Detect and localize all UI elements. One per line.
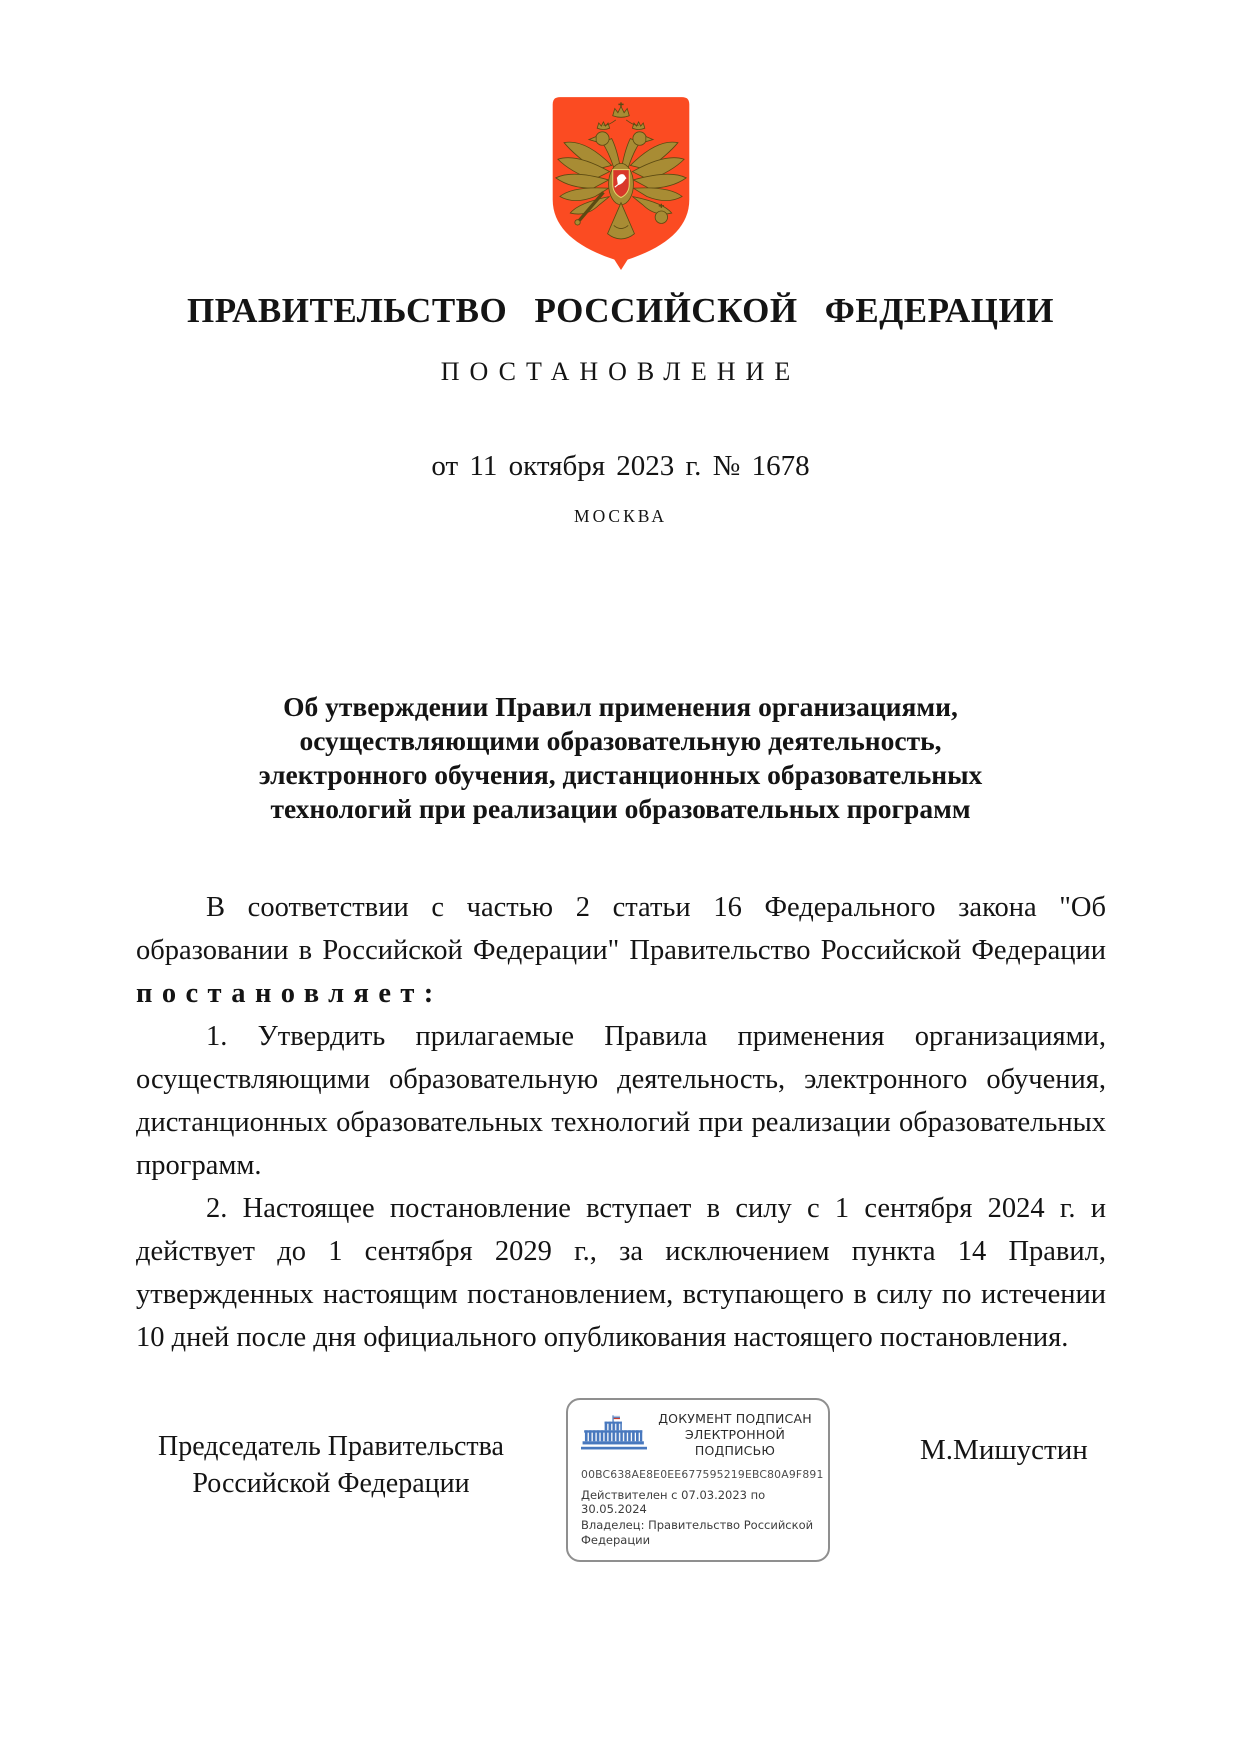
stamp-validity: Действителен с 07.03.2023 по 30.05.2024 — [581, 1488, 766, 1516]
paragraph-2: 2. Настоящее постановление вступает в силу с 1 сентября 2024 г. и действует до 1 сентября 2029 г., за исключением пункта 14 Правил, утвержденных настоящим постановлением, вступающего в силу по истечении 10 дней после дня официального опубликования настоящего постановления. — [136, 1193, 1106, 1353]
doc-date-number: от 11 октября 2023 г. № 1678 — [431, 450, 810, 482]
stamp-title-line: ДОКУМЕНТ ПОДПИСАН — [658, 1411, 812, 1426]
paragraph-1: 1. Утвердить прилагаемые Правила применения организациями, осуществляющими образовательную деятельность, электронного обучения, дистанционных образовательных технологий при реализации образовательных программ. — [136, 1021, 1106, 1181]
stamp-title-line: ЭЛЕКТРОННОЙ ПОДПИСЬЮ — [684, 1427, 786, 1458]
paragraph-preamble — [136, 886, 1106, 1015]
doc-title-line: Об утверждении Правил применения организациями, — [283, 691, 958, 722]
stamp-title — [655, 1411, 815, 1459]
doc-type: ПОСТАНОВЛЕНИЕ — [440, 357, 801, 386]
government-house-icon — [581, 1414, 647, 1456]
doc-city: МОСКВА — [574, 506, 667, 526]
signature-block — [0, 1398, 1241, 1548]
doc-title — [0, 690, 1241, 826]
signatory-name: М.Мишустин — [920, 1434, 1088, 1466]
preamble-text: В соответствии с частью 2 статьи 16 Федерального закона "Об образовании в Российской Федерации" Правительство Российской Федерации — [136, 892, 1106, 966]
doc-title-line: технологий при реализации образовательных программ — [270, 793, 971, 824]
signatory-position-line: Российской Федерации — [192, 1468, 470, 1499]
doc-title-line: электронного обучения, дистанционных образовательных — [258, 759, 983, 790]
doc-body — [136, 886, 1106, 1359]
signatory-position — [138, 1428, 524, 1502]
resolves-word: постановляет: — [136, 978, 443, 1009]
stamp-certificate-number: 00BC638AE8E0EE677595219EBC80A9F891 — [581, 1468, 824, 1481]
stamp-header — [581, 1411, 815, 1459]
russia-coat-of-arms-icon — [542, 93, 700, 271]
stamp-owner: Владелец: Правительство Российской Федерации — [581, 1518, 814, 1547]
org-name: ПРАВИТЕЛЬСТВО РОССИЙСКОЙ ФЕДЕРАЦИИ — [187, 291, 1054, 330]
signatory-position-line: Председатель Правительства — [158, 1431, 504, 1462]
doc-title-line: осуществляющими образовательную деятельность, — [299, 725, 942, 756]
electronic-signature-stamp — [566, 1398, 830, 1562]
